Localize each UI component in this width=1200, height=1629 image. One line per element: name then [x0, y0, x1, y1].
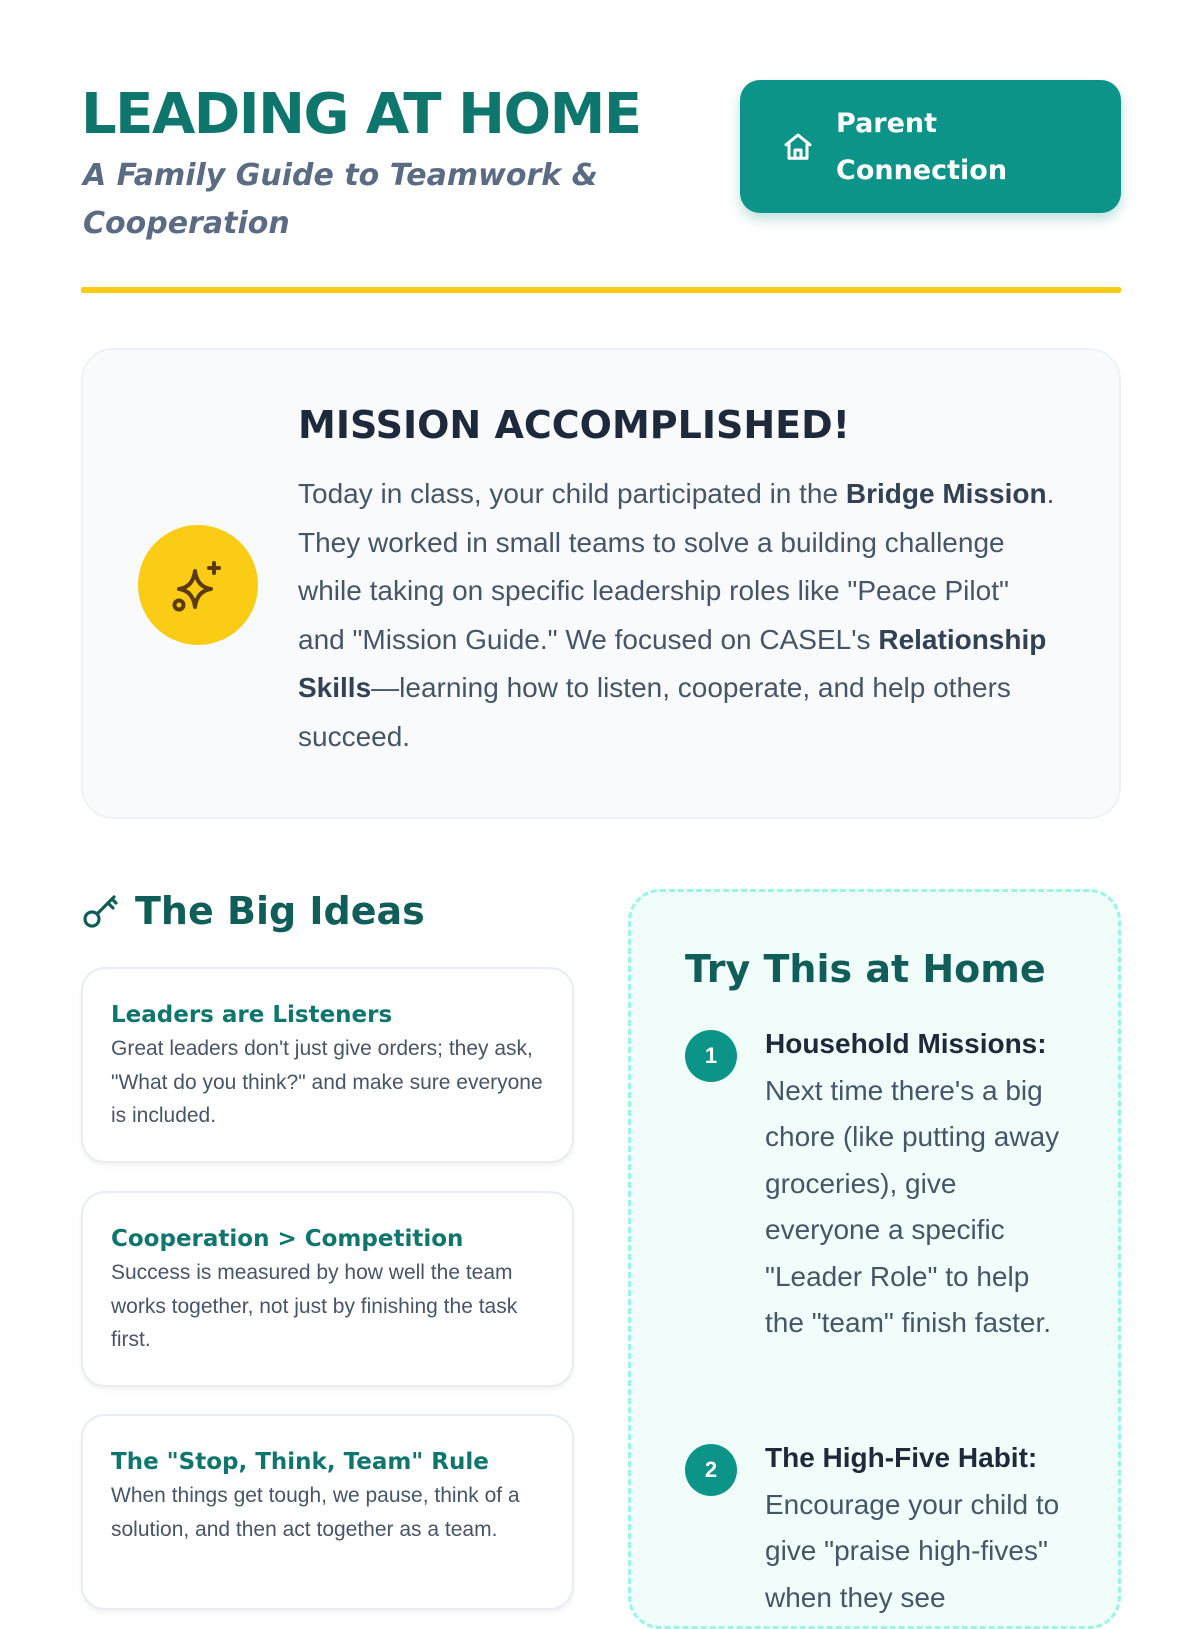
page-title: LEADING AT HOME	[81, 82, 641, 147]
badge-label	[836, 100, 1016, 194]
key-icon	[81, 891, 121, 931]
mission-highlight: Relationship Skills	[298, 623, 1047, 703]
idea-card	[81, 967, 574, 1163]
step-title: Household Missions:	[765, 1028, 1047, 1059]
step-number: 2	[685, 1444, 737, 1496]
idea-title: The "Stop, Think, Team" Rule	[111, 1449, 489, 1475]
home-icon	[780, 129, 816, 165]
big-ideas-heading-text: The Big Ideas	[135, 889, 425, 933]
badge-label-line1: Parent	[836, 107, 938, 139]
step-title: The High-Five Habit:	[765, 1442, 1038, 1473]
try-at-home-card	[628, 889, 1121, 1629]
parent-connection-badge[interactable]	[740, 80, 1121, 213]
mission-text: Today in class, your child participated in the	[298, 478, 846, 509]
idea-text: When things get tough, we pause, think of a solution, and then act together as a team.	[111, 1484, 520, 1541]
page-subtitle: A Family Guide to Teamwork & Cooperation	[83, 158, 598, 241]
step-description: Next time there's a big chore (like putting away groceries), give everyone a specific "Leader Role" to help the "team" finish faster.	[765, 1074, 1060, 1338]
try-at-home-heading: Try This at Home	[685, 947, 1046, 991]
idea-title: Cooperation > Competition	[111, 1226, 464, 1252]
mission-highlight: Bridge Mission	[845, 478, 1047, 509]
big-ideas-heading	[81, 880, 574, 942]
idea-card	[81, 1414, 574, 1610]
header-divider	[81, 287, 1121, 293]
mission-text: —learning how to listen, cooperate, and help others succeed.	[298, 672, 1011, 752]
page-header	[81, 80, 1121, 300]
mission-description	[298, 470, 1058, 761]
mission-card	[81, 348, 1121, 819]
step-number: 1	[685, 1030, 737, 1082]
sparkle-icon	[138, 525, 258, 645]
idea-title: Leaders are Listeners	[111, 1002, 393, 1028]
step-text	[765, 1021, 1065, 1347]
step-text	[765, 1435, 1065, 1621]
big-ideas-section	[81, 880, 574, 1541]
mission-title: MISSION ACCOMPLISHED!	[298, 403, 850, 447]
mission-text: . They worked in small teams to solve a building challenge while taking on specific leadership roles like "Peace Pilot" and "Mission Guide." We focused on CASEL's	[298, 478, 1055, 655]
idea-text: Great leaders don't just give orders; they ask, "What do you think?" and make sure everyone is included.	[111, 1037, 543, 1127]
step-description: Encourage your child to give "praise high-fives" when they see	[765, 1488, 1060, 1613]
badge-label-line2: Connection	[836, 154, 1008, 186]
idea-card	[81, 1191, 574, 1387]
idea-text: Success is measured by how well the team works together, not just by finishing the task first.	[111, 1261, 518, 1351]
